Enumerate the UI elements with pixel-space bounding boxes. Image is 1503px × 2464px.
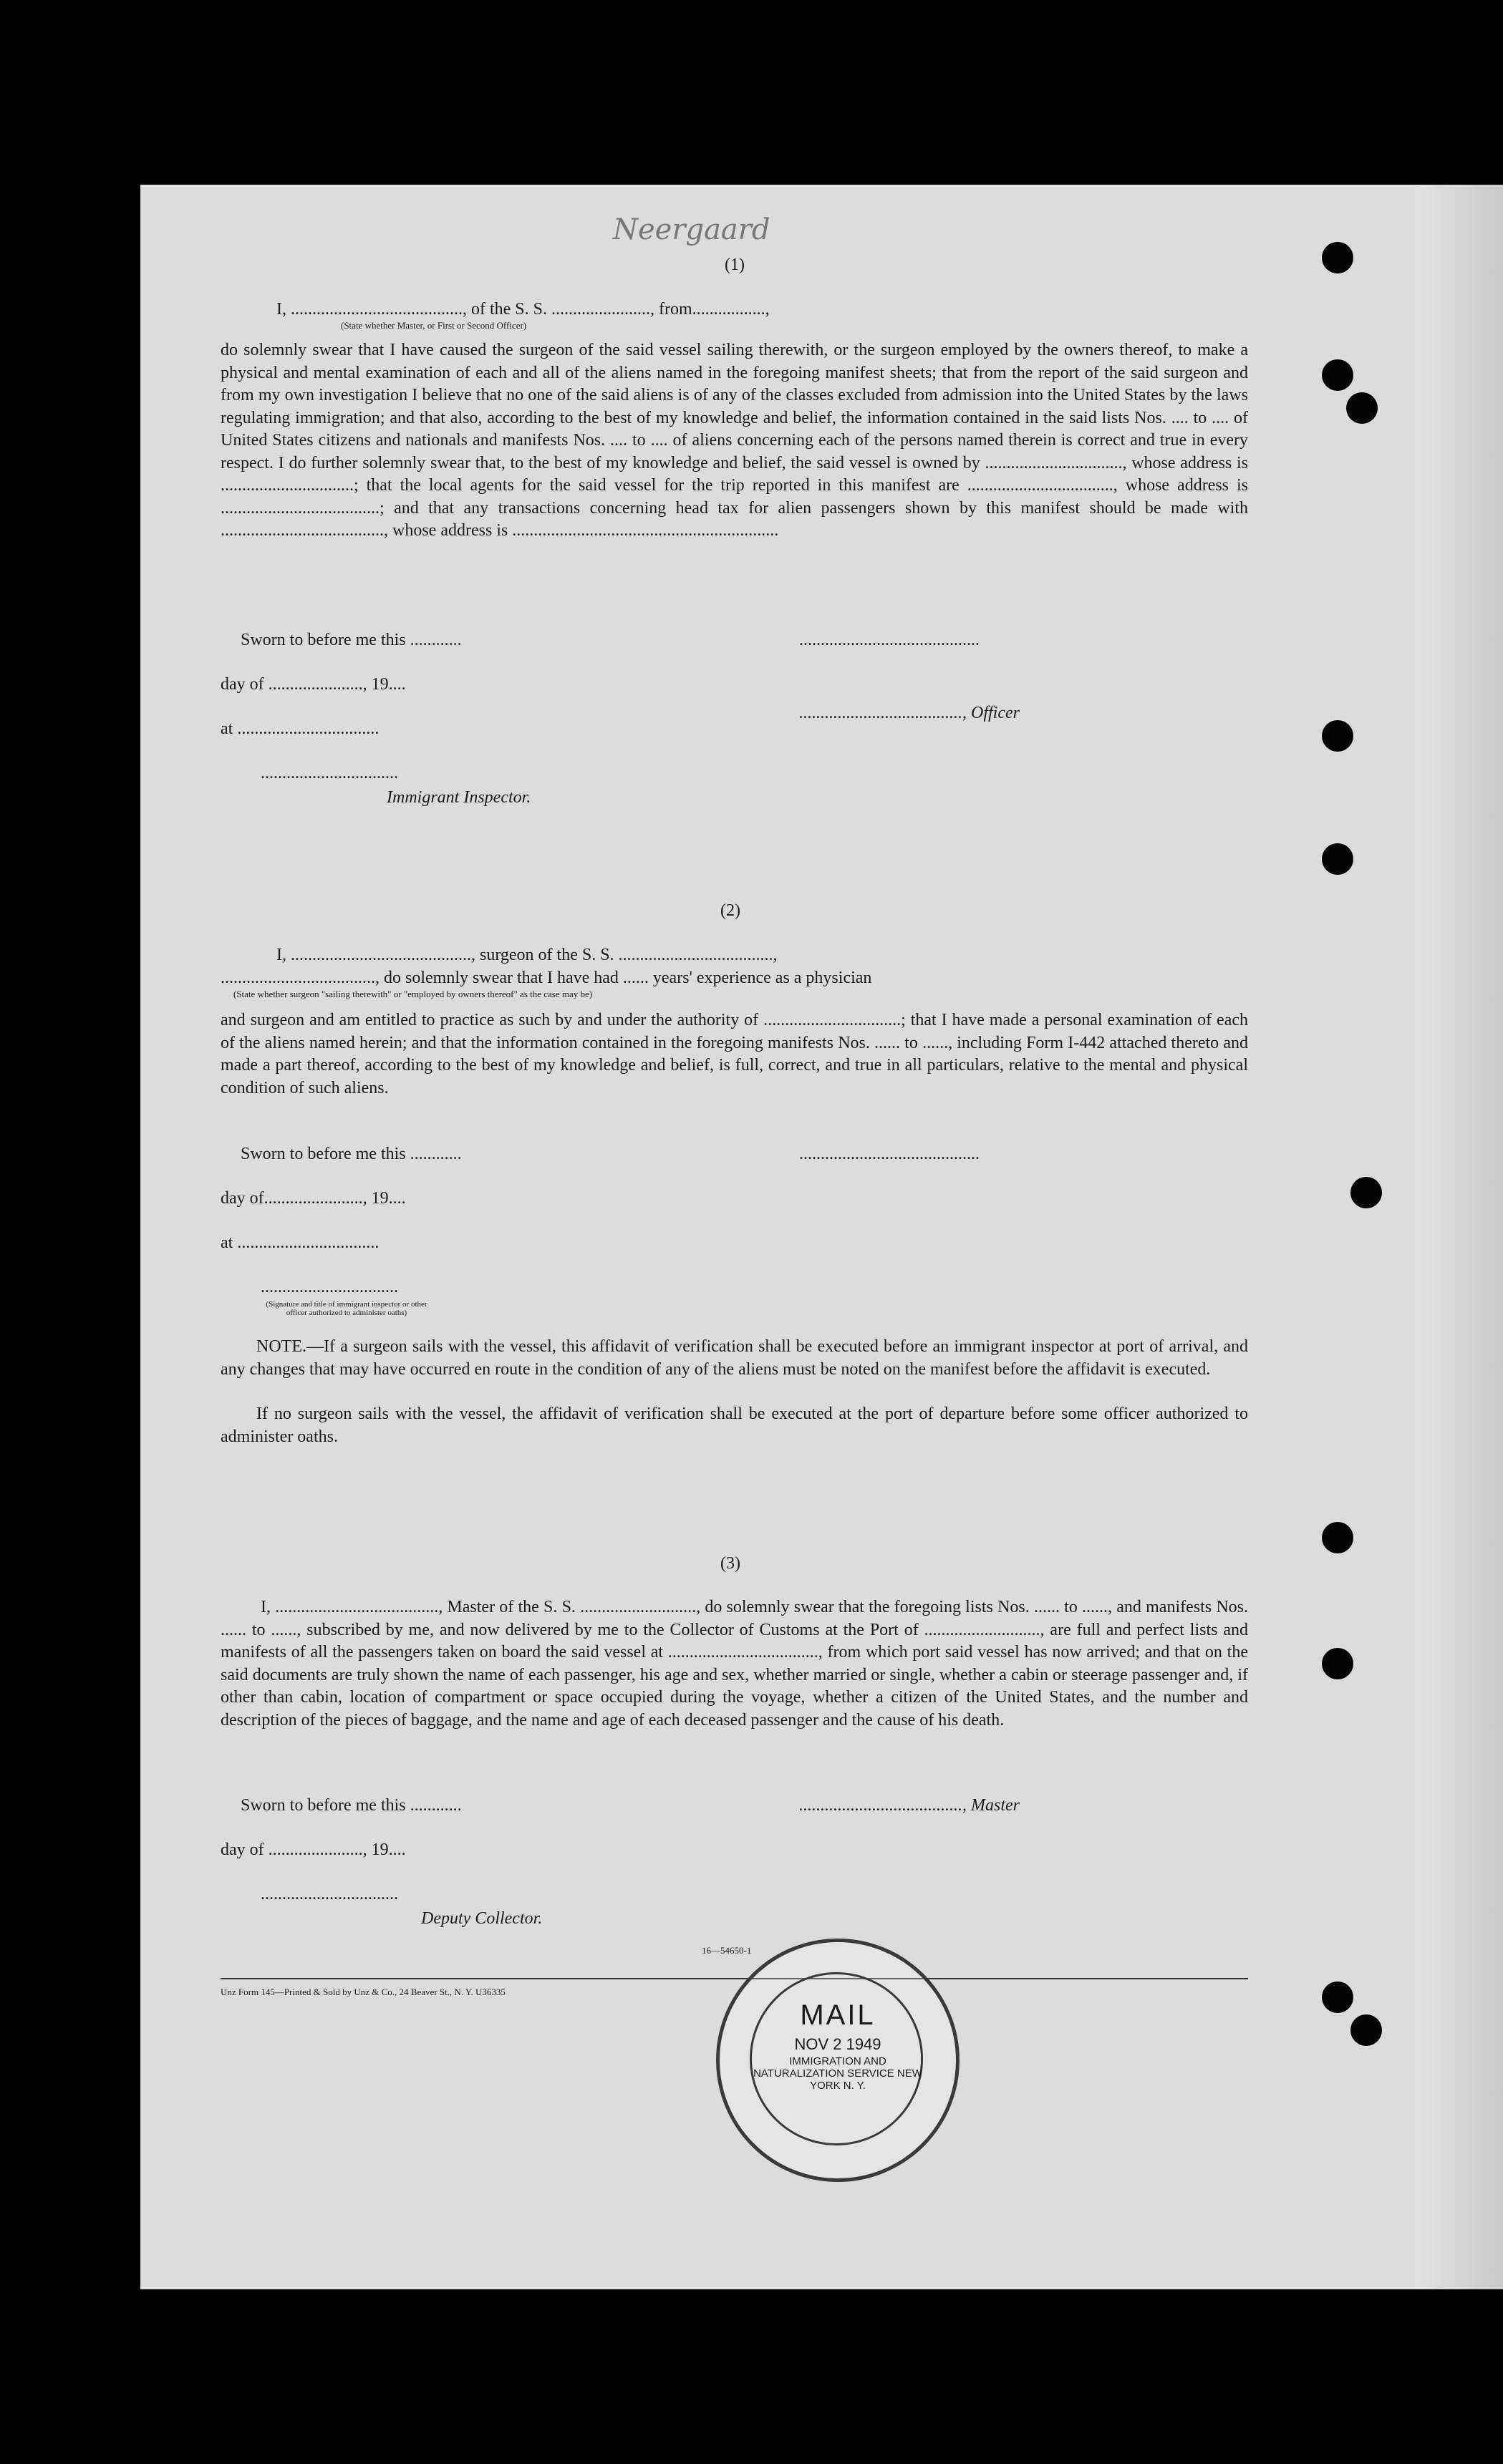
section-3-sig-line: ................................ (261, 1885, 398, 1903)
section-3-sworn: Sworn to before me this ............ (241, 1796, 462, 1815)
section-2-caption: (State whether surgeon "sailing therewith" or "employed by owners thereof" as the case may be) (233, 989, 593, 999)
binder-hole (1322, 1648, 1353, 1679)
mail-received-stamp (716, 1939, 960, 2182)
section-2-sworn: Sworn to before me this ............ (241, 1145, 462, 1163)
section-3-collector: Deputy Collector. (421, 1909, 543, 1928)
binder-hole (1322, 720, 1353, 752)
section-3-day: day of ......................, 19.... (221, 1840, 406, 1859)
page-edge-shadow (1415, 185, 1503, 2289)
footer-rule (221, 1978, 1248, 1979)
section-3-body: I, ......................................, Master of the S. S. ..........................., do solemnly swear that the foregoing lists Nos. ...... to ......, and manifests Nos. ...... to ......, subscribed by me, and now delivered by me to the Collector of Customs at the Port of ..........................., are full and perfect lists and manifests of all the passengers taken on board the said vessel at ..................................., from which port said vessel has now arrived; and that on the said documents are truly shown the name of each passenger, his age and sex, whether married or single, whether a cabin or steerage passenger and, if other than cabin, location of compartment or space occupied during the voyage, whether a citizen of the United States, and the number and description of the pieces of baggage, and the name and age of each deceased passenger and the cause of his death. (221, 1598, 1248, 1730)
form-code: 16—54650-1 (702, 1945, 752, 1956)
binder-hole (1350, 1177, 1382, 1208)
section-1-day: day of ......................, 19.... (221, 675, 406, 694)
section-3-number: (3) (720, 1554, 740, 1573)
section-1-number: (1) (725, 256, 745, 274)
handwritten-name: Neergaard (613, 213, 770, 246)
section-2-note2: If no surgeon sails with the vessel, the affidavit of verification shall be executed at the port of departure before some officer authorized to administer oaths. (221, 1405, 1248, 1446)
section-2-sig-caption: (Signature and title of immigrant inspector or other officer authorized to administer oaths) (266, 1300, 427, 1317)
printer-line: Unz Form 145—Printed & Sold by Unz & Co., 24 Beaver St., N. Y. U36335 (221, 1987, 506, 1997)
section-3-master-line: ......................................, Master (799, 1796, 1020, 1815)
section-2-sig-line: ................................ (261, 1278, 398, 1296)
section-2-body: and surgeon and am entitled to practice as such by and under the authority of ................................; that I have made a personal examination of each of the aliens named herein; and that the information contained in the foregoing manifests Nos. ...... to ......, including Form I-442 attached thereto and made a part thereof, according to the best of my knowledge and belief, is full, correct, and true in all particulars, relative to the mental and physical condition of such aliens. (221, 1011, 1248, 1097)
section-2-number: (2) (720, 901, 740, 920)
binder-hole (1322, 359, 1353, 391)
section-1-at: at ................................. (221, 719, 380, 738)
section-2-at: at ................................. (221, 1233, 380, 1252)
section-2-day: day of......................., 19.... (221, 1189, 406, 1208)
section-2-right-line: .......................................... (799, 1145, 980, 1163)
stamp-date: NOV 2 1949 (794, 2035, 881, 2053)
section-1-line1: I, ........................................, of the S. S. ......................., from................., (276, 300, 770, 319)
section-1-caption: (State whether Master, or First or Second Officer) (341, 320, 527, 331)
section-1-officer-line1: .......................................... (799, 631, 980, 649)
binder-hole (1322, 1982, 1353, 2013)
binder-hole (1322, 1522, 1353, 1553)
section-1-inspector: Immigrant Inspector. (387, 788, 531, 807)
section-2-line1: I, .........................................., surgeon of the S. S. ...................................., (276, 946, 778, 964)
stamp-org: IMMIGRATION AND NATURALIZATION SERVICE NEW YORK N. Y. (753, 2055, 922, 2092)
section-2-line2: ...................................., do solemnly swear that I have had ...... years' experience as a physician (221, 969, 872, 987)
stamp-word: MAIL (800, 1999, 876, 2031)
section-1-body: do solemnly swear that I have caused the surgeon of the said vessel sailing therewith, or the surgeon employed by the owners thereof, to make a physical and mental examination of each and all of the aliens named in the foregoing manifest sheets; that from the report of the said surgeon and from my own investigation I believe that no one of the said aliens is of any of the classes excluded from admission into the United States by the laws regulating immigration; and that also, according to the best of my knowledge and belief, the information contained in the said lists Nos. .... to .... of United States citizens and nationals and manifests Nos. .... to .... of aliens concerning each of the persons named therein is correct and true in every respect. I do further solemnly swear that, to the best of my knowledge and belief, the said vessel is owned by ................................, whose address is ...............................; that the local agents for the said vessel for the trip reported in this manifest are .................................., whose address is .....................................; and that any transactions concerning head tax for alien passengers shown by this manifest should be made with ......................................, whose address is .............................................................. (221, 341, 1248, 540)
section-2-note: NOTE.—If a surgeon sails with the vessel, this affidavit of verification shall be executed before an immigrant inspector at port of arrival, and any changes that may have occurred en route in the condition of any of the aliens must be noted on the manifest before the affidavit is executed. (221, 1337, 1248, 1379)
binder-hole (1346, 392, 1378, 424)
section-1-sig-line: ................................ (261, 764, 398, 782)
binder-hole (1322, 242, 1353, 273)
section-1-sworn: Sworn to before me this ............ (241, 631, 462, 649)
binder-hole (1350, 2014, 1382, 2046)
section-1-officer-line2: ......................................, Officer (799, 704, 1020, 722)
binder-hole (1322, 843, 1353, 875)
